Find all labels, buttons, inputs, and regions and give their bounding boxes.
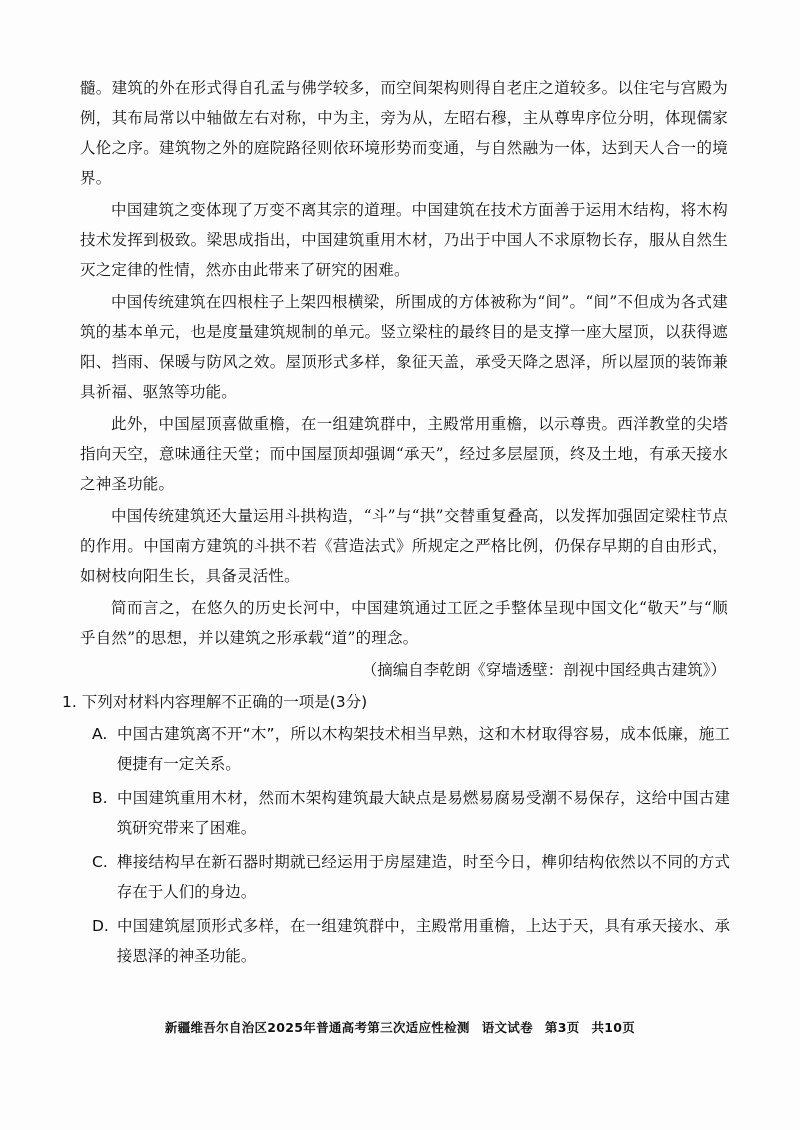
option-c[interactable] <box>62 847 730 907</box>
question-1 <box>62 687 730 975</box>
option-text: 中国建筑重用木材，然而木架构建筑最大缺点是易燃易腐易受潮不易保存，这给中国古建筑研究带来了困难。 <box>116 789 730 837</box>
option-letter: B. <box>92 789 108 807</box>
page-footer <box>0 1018 800 1036</box>
reading-passage <box>80 73 728 685</box>
footer-page-number: 第3页 <box>544 1020 580 1035</box>
question-stem: 1. 下列对材料内容理解不正确的一项是(3分) <box>62 693 368 711</box>
option-d[interactable] <box>62 911 730 971</box>
option-a[interactable] <box>62 719 730 779</box>
option-text: 榫接结构早在新石器时期就已经运用于房屋建造，时至今日，榫卯结构依然以不同的方式存在于人们的身边。 <box>116 853 730 901</box>
passage-paragraph-4: 此外，中国屋顶喜做重檐，在一组建筑群中，主殿常用重檐，以示尊贵。西洋教堂的尖塔指向天空，意味通往天堂；而中国屋顶却强调“承天”，经过多层屋顶，终及土地，有承天接水之神圣功能。 <box>80 415 728 493</box>
option-text: 中国古建筑离不开“木”，所以木构架技术相当早熟，这和木材取得容易，成本低廉，施工便捷有一定关系。 <box>116 725 730 773</box>
passage-paragraph-6: 简而言之，在悠久的历史长河中，中国建筑通过工匠之手整体呈现中国文化“敬天”与“顺乎自然”的思想，并以建筑之形承载“道”的理念。 <box>80 599 728 647</box>
option-b[interactable] <box>62 783 730 843</box>
footer-exam-title: 新疆维吾尔自治区2025年普通高考第三次适应性检测 <box>164 1020 470 1035</box>
option-text: 中国建筑屋顶形式多样，在一组建筑群中，主殿常用重檐，上达于天，具有承天接水、承接恩泽的神圣功能。 <box>116 917 730 965</box>
passage-source: （摘编自李乾朗《穿墙透壁：剖视中国经典古建筑》） <box>361 661 726 679</box>
passage-paragraph-5: 中国传统建筑还大量运用斗拱构造，“斗”与“拱”交替重复叠高，以发挥加强固定梁柱节点的作用。中国南方建筑的斗拱不若《营造法式》所规定之严格比例，仍保存早期的自由形式，如树枝向阳生长，具备灵活性。 <box>80 507 728 585</box>
passage-paragraph-2: 中国建筑之变体现了万变不离其宗的道理。中国建筑在技术方面善于运用木结构，将木构技术发挥到极致。梁思成指出，中国建筑重用木材，乃出于中国人不求原物长存，服从自然生灭之定律的性情，然亦由此带来了研究的困难。 <box>80 201 728 279</box>
passage-paragraph-1: 髓。建筑的外在形式得自孔孟与佛学较多，而空间架构则得自老庄之道较多。以住宅与宫殿为例，其布局常以中轴做左右对称，中为主，旁为从，左昭右穆，主从尊卑序位分明，体现儒家人伦之序。建筑物之外的庭院路径则依环境形势而变通，与自然融为一体，达到天人合一的境界。 <box>80 79 728 187</box>
option-letter: A. <box>92 725 108 743</box>
option-letter: D. <box>92 917 109 935</box>
footer-subject: 语文试卷 <box>481 1020 533 1035</box>
option-letter: C. <box>92 853 108 871</box>
passage-paragraph-3: 中国传统建筑在四根柱子上架四根横梁，所围成的方体被称为“间”。“间”不但成为各式建筑的基本单元，也是度量建筑规制的单元。竖立梁柱的最终目的是支撑一座大屋顶，以获得遮阳、挡雨、保暖与防风之效。屋顶形式多样，象征天盖，承受天降之恩泽，所以屋顶的装饰兼具祈福、驱煞等功能。 <box>80 293 728 401</box>
footer-total-pages: 共10页 <box>591 1020 636 1035</box>
